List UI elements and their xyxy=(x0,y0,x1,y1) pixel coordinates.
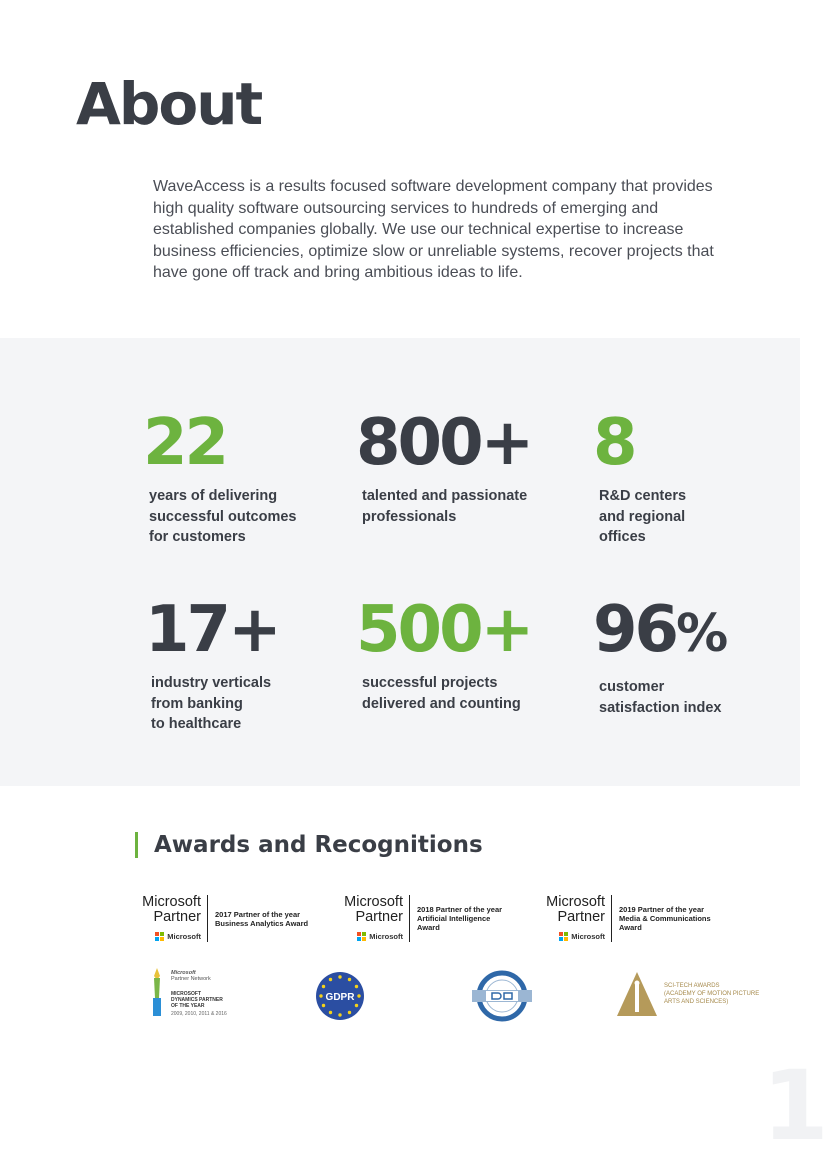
trophy-icon xyxy=(150,968,164,1018)
oscar-statuette-icon xyxy=(617,972,657,1016)
certification-seal-icon xyxy=(472,970,532,1022)
gdpr-logo xyxy=(315,971,365,1021)
stat-description: industry verticals from banking to healthcare xyxy=(151,675,272,732)
svg-text:GDPR: GDPR xyxy=(325,992,355,1003)
microsoft-partner-logo: Microsoft Partner Microsoft xyxy=(546,894,605,941)
divider xyxy=(409,895,410,942)
award-2019 xyxy=(539,895,729,942)
stats-band xyxy=(0,338,800,786)
award-2018 xyxy=(337,895,527,942)
stat-years xyxy=(143,408,296,548)
award-2017 xyxy=(135,895,325,942)
awards-heading: Awards and Recognitions xyxy=(135,830,483,860)
microsoft-partner-logo: Microsoft Partner Microsoft xyxy=(142,894,201,941)
stat-value: 800+ xyxy=(356,406,532,480)
stat-rd-centers xyxy=(593,408,686,548)
stat-description: successful projects delivered and counting xyxy=(362,675,521,712)
microsoft-icon xyxy=(357,932,366,941)
stat-professionals xyxy=(356,408,531,527)
stat-description: customer satisfaction index xyxy=(599,679,722,716)
stat-satisfaction xyxy=(593,595,728,718)
page-title: About xyxy=(76,70,262,138)
microsoft-partner-logo: Microsoft Partner Microsoft xyxy=(344,894,403,941)
percent-sign: % xyxy=(676,604,729,664)
stat-description: years of delivering successful outcomes for customers xyxy=(149,488,297,545)
stat-description: talented and passionate professionals xyxy=(362,488,528,525)
divider xyxy=(207,895,208,942)
intro-paragraph: WaveAccess is a results focused software development company that provides high quality software outsourcing services to hundreds of emerging and established companies globally. We use our technical expertise to increase business efficiencies, optimize slow or unreliable systems, recover projects that have gone off track and bring ambitious ideas to life. xyxy=(153,178,714,281)
award-text: 2019 Partner of the year Media & Communications Award xyxy=(619,905,711,932)
scitech-awards-logo: SCI-TECH AWARDS (ACADEMY OF MOTION PICTURE ARTS AND SCIENCES) xyxy=(617,972,767,1018)
microsoft-icon xyxy=(559,932,568,941)
stat-value: 500+ xyxy=(356,593,532,667)
award-text: 2017 Partner of the year Business Analytics Award xyxy=(215,909,309,928)
divider xyxy=(611,895,612,942)
stat-value: 8 xyxy=(593,406,635,480)
microsoft-icon xyxy=(155,932,164,941)
heading-accent-bar xyxy=(135,832,138,858)
stat-description: R&D centers and regional offices xyxy=(599,488,687,545)
dynamics-partner-logo: Microsoft Partner Network MICROSOFT DYNAMICS PARTNER OF THE YEAR 2009, 2010, 2011 & 2016 xyxy=(150,968,260,1020)
stat-value: 22 xyxy=(143,406,227,480)
stat-value: 96% xyxy=(593,593,729,667)
page-number: 1 xyxy=(762,1050,829,1162)
stat-value: 17+ xyxy=(145,593,279,667)
award-text: 2018 Partner of the year Artificial Intelligence Award xyxy=(417,905,503,932)
stat-verticals xyxy=(145,595,279,735)
stat-projects xyxy=(356,595,531,714)
